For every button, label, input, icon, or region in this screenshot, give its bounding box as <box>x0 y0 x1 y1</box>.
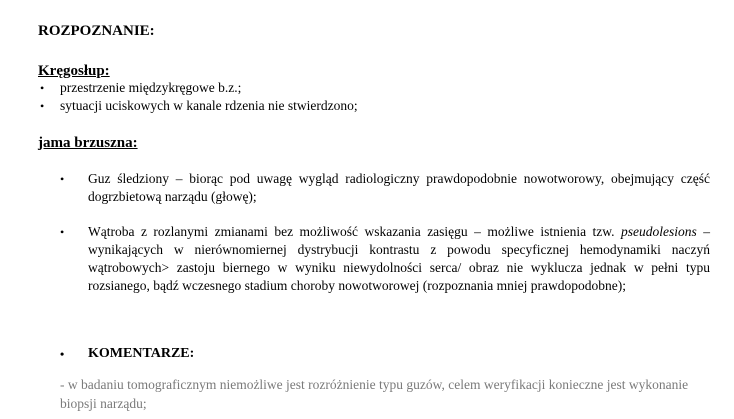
spleen-text: Guz śledziony – biorąc pod uwagę wygląd radiologiczny prawdopodobnie nowotworowy, obejmujący część dogrzbietową narządu (głowę); <box>88 171 710 204</box>
liver-text-part2: – wynikających w nierównomiernej dystrybucji kontrastu z powodu specyficznej hemodynamiki naczyń wątrobowych> zastoju biernego w wyniku niewydolności serca/ obraz nie wyklucza jednak w pełni typu rozsianego, bądź wczesnego stadium choroby nowotworowej (rozpoznania mniej prawdopodobne); <box>88 224 711 293</box>
spine-item-1: przestrzenie międzykręgowe b.z.; <box>60 80 242 95</box>
list-item <box>38 97 358 115</box>
comments-text: - w badaniu tomograficznym niemożliwe jest rozróżnienie typu guzów, celem weryfikacji konieczne jest wykonanie biopsji narządu; <box>60 377 689 411</box>
abdomen-heading: jama brzuszna: <box>38 135 138 151</box>
spine-item-2: sytuacji uciskowych w kanale rdzenia nie stwierdzono; <box>60 98 358 113</box>
list-item <box>38 79 358 97</box>
spine-list <box>38 79 358 115</box>
spine-heading: Kręgosłup: <box>38 63 110 79</box>
comments-heading: KOMENTARZE: <box>88 346 195 361</box>
bullet-icon: • <box>40 99 45 113</box>
diagnosis-title: ROZPOZNANIE: <box>38 23 155 39</box>
abdomen-item-liver <box>60 223 710 295</box>
comments-heading-item <box>60 345 194 363</box>
bullet-icon: • <box>60 172 65 186</box>
abdomen-item-spleen <box>60 170 710 206</box>
liver-text-italic: pseudolesions <box>621 224 697 239</box>
bullet-icon: • <box>60 347 65 361</box>
bullet-icon: • <box>40 81 45 95</box>
liver-text-part1: Wątroba z rozlanymi zmianami bez możliwość wskazania zasięgu – możliwe istnienia tzw. <box>88 224 615 239</box>
bullet-icon: • <box>60 225 65 239</box>
